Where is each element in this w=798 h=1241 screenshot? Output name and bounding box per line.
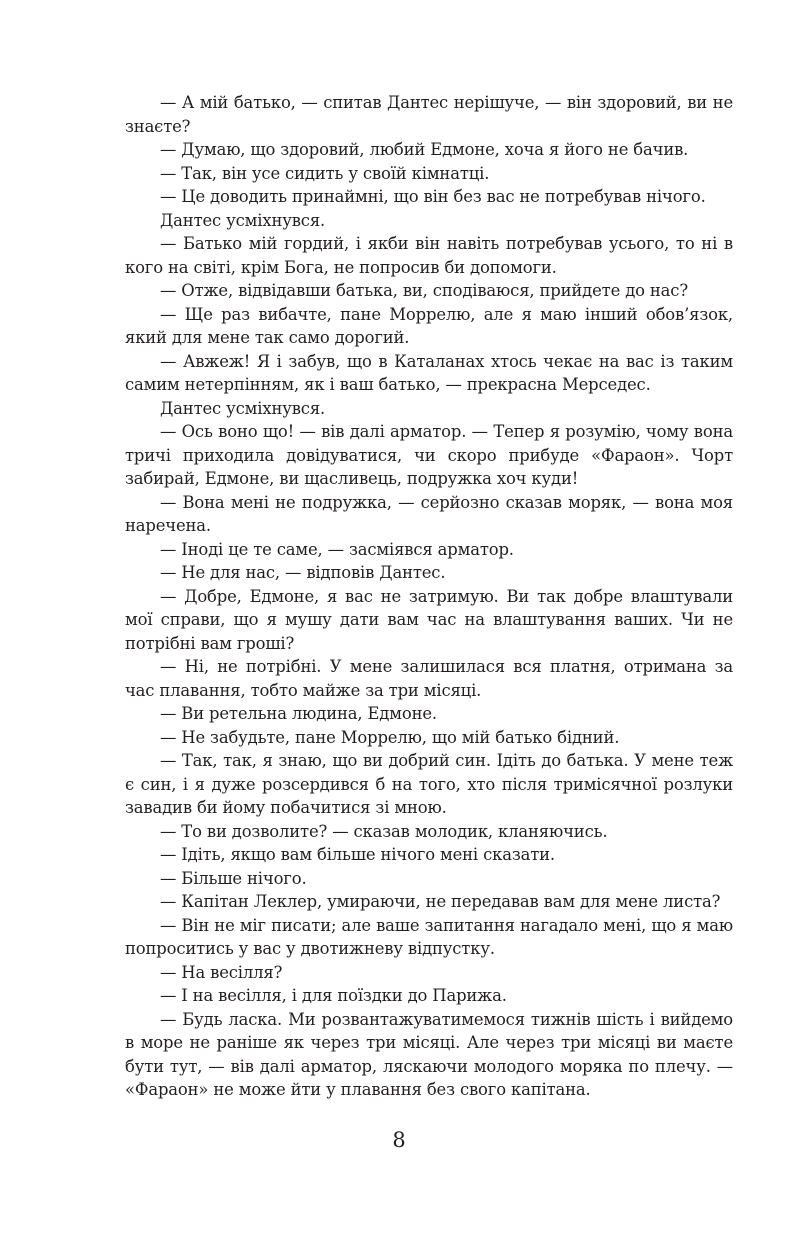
paragraph: — Ви ретельна людина, Едмоне.: [160, 704, 437, 723]
paragraph: — Вона мені не подружка, — серйозно сказав моряк, — вона моя наречена.: [125, 492, 733, 535]
paragraph: — Іноді це те саме, — засміявся арматор.: [160, 539, 514, 559]
paragraph: — Не забудьте, пане Моррелю, що мій батько бідний.: [160, 727, 620, 747]
paragraph: — Ось воно що! — вів далі арматор. — Тепер я розумію, чому вона тричі приходила довідуватися, чи скоро прибуде «Фараон». Чорт забирай, Едмоне, ви щасливець, подружка хоч куди!: [125, 422, 733, 488]
paragraph: — То ви дозволите? — сказав молодик, кланяючись.: [160, 821, 608, 841]
page-number: 8: [392, 1128, 406, 1152]
paragraph: — Так, він усе сидить у своїй кімнатці.: [160, 163, 490, 183]
body-text: [125, 91, 733, 1102]
paragraph: — Не для нас, — відповів Дантес.: [160, 563, 446, 582]
paragraph: — Так, так, я знаю, що ви добрий син. Ідіть до батька. У мене теж є син, і я дуже розсердився б на того, хто після тримісячної розлуки завадив би йому побачитися зі мною.: [125, 751, 733, 817]
paragraph: Дантес усміхнувся.: [160, 210, 326, 230]
paragraph: — А мій батько, — спитав Дантес нерішуче, — він здоровий, ви не знаєте?: [125, 93, 733, 136]
paragraph: — Він не міг писати; але ваше запитання нагадало мені, що я маю попроситись у вас у двотижневу відпустку.: [125, 915, 733, 958]
paragraph: — І на весілля, і для поїздки до Парижа.: [160, 986, 507, 1005]
paragraph: — Ні, не потрібні. У мене залишилася вся платня, отримана за час плавання, тобто майже за три місяці.: [125, 657, 733, 700]
paragraph: — Думаю, що здоровий, любий Едмоне, хоча я його не бачив.: [160, 140, 689, 159]
paragraph: — Це доводить принаймні, що він без вас не потребував нічого.: [160, 187, 706, 206]
paragraph: — Отже, відвідавши батька, ви, сподіваюся, прийдете до нас?: [160, 281, 688, 300]
paragraph: — Більше нічого.: [160, 868, 307, 888]
paragraph: — Ідіть, якщо вам більше нічого мені сказати.: [160, 845, 555, 864]
paragraph: — Авжеж! Я і забув, що в Каталанах хтось чекає на вас із таким самим нетерпінням, як і ваш батько, — прекрасна Мерседес.: [125, 351, 733, 394]
paragraph: — Добре, Едмоне, я вас не затримую. Ви так добре влаштували мої справи, що я мушу дати вам час на влаштування ваших. Чи не потрібні вам гроші?: [125, 586, 733, 653]
paragraph: Дантес усміхнувся.: [160, 398, 326, 418]
paragraph: — Будь ласка. Ми розвантажуватимемося тижнів шість і вийдемо в море не раніше як через три місяці. Але через три місяці ви маєте бути тут, — вів далі арматор, ляскаючи молодого моряка по плечу. — «Фараон» не може йти у плавання без свого капітана.: [125, 1009, 733, 1099]
paragraph: — Батько мій гордий, і якби він навіть потребував усього, то ні в кого на світі, крім Бога, не попросив би допомоги.: [125, 234, 733, 277]
paragraph: — Капітан Леклер, умираючи, не передавав вам для мене листа?: [160, 892, 721, 911]
paragraph: — На весілля?: [160, 962, 283, 982]
paragraph: — Ще раз вибачте, пане Моррелю, але я маю інший обов’язок, який для мене так само дорогий.: [125, 304, 733, 347]
